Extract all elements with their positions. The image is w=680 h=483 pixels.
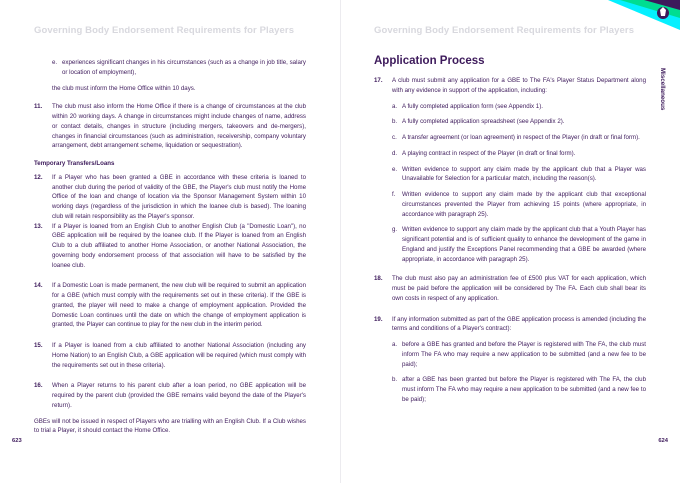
- closing-paragraph: GBEs will not be issued in respect of Players who are trialling with an English Club. If a Club wishes to trial a Player, it should contact the Home Office.: [34, 417, 306, 435]
- paragraph-17-list: [374, 102, 646, 265]
- list-item-text: A fully completed application spreadsheet (see Appendix 2).: [402, 118, 565, 126]
- paragraph-text: The club must also inform the Home Office if there is a change of circumstances at the club within 20 working days. A change in circumstances might include changes of name, address or contact details, changes in structure (including mergers, takeovers and de-mergers), changes in financial circumstances (such as administration, receivership, company voluntary arrangement, debt arrangement scheme, liquidation or sequestration).: [52, 103, 306, 150]
- list-item-text: A transfer agreement (or loan agreement) in respect of the Player (in draft or final form).: [402, 134, 640, 141]
- list-item: [392, 340, 646, 369]
- paragraph-text: The club must also pay an administration fee of £500 plus VAT for each application, which must be paid before the application will be considered by The FA. Each club shall bear its own costs in respect of any application.: [392, 275, 646, 302]
- paragraph-text: If a Domestic Loan is made permanent, the new club will be required to submit an application for a GBE (which must comply with the requirements set out in these criteria). If the GBE is granted, the player will need to make a change of employment application. Provided the Domestic Loan continues until the date on which the change of employment application is granted, the Player can continue to play for the new club in the interim period.: [52, 282, 306, 329]
- list-item: [392, 375, 646, 404]
- list-item: [392, 133, 646, 143]
- list-item-text: Written evidence to support any claim made by the applicant club that a Player was Unavailable for Selection for a particular match, including the reason(s).: [402, 165, 646, 183]
- page-number-left: 623: [12, 438, 22, 444]
- paragraph-text: If any information submitted as part of the GBE application process is amended (including the terms and conditions of a Player's contract):: [392, 315, 646, 333]
- paragraph-text: If a Player who has been granted a GBE in accordance with these criteria is loaned to another club during the period of validity of the GBE, the Player's club must notify the Home Office of the loan and change of location via the Sponsor Management System within 10 working days (regardless of the jurisdiction in which the loanee club is based). The loaning club will retain responsibility as the Player's sponsor.: [52, 173, 306, 220]
- list-item: [392, 165, 646, 185]
- list-item: [392, 102, 646, 112]
- left-page-content: [34, 58, 306, 442]
- list-item-letter: g.: [392, 226, 398, 234]
- list-item-letter: f.: [392, 191, 396, 198]
- list-item: [392, 190, 646, 219]
- list-item-letter: b.: [392, 376, 398, 384]
- left-running-head: Governing Body Endorsement Requirements for Players: [34, 25, 295, 36]
- list-item-letter: e.: [52, 59, 58, 66]
- list-item-text: A playing contract in respect of the Player (in draft or final form).: [402, 149, 576, 157]
- paragraph-14: [34, 281, 306, 330]
- paragraph-number: 15.: [34, 342, 43, 349]
- section-heading-loans: Temporary Transfers/Loans: [34, 160, 115, 167]
- list-item-text: Written evidence to support any claim made by the applicant club that a Youth Player has significant potential and is of sufficient quality to enhance the development of the game in England and justify the Exceptions Panel recommending that a GBE be awarded (where appropriate, in accordance with paragraph 25).: [402, 226, 646, 263]
- paragraph-12: [34, 173, 306, 222]
- paragraph-number: 14.: [34, 282, 43, 290]
- paragraph-19: [374, 315, 646, 335]
- list-item-text: experiences significant changes in his circumstances (such as a change in job title, salary or location of employment),: [62, 59, 306, 76]
- list-item-text: before a GBE has granted and before the Player is registered with The FA, the club must inform The FA who may require a new application to be submitted (and a new fee to be paid);: [402, 341, 646, 368]
- paragraph-19-list: [374, 340, 646, 405]
- paragraph-text: When a Player returns to his parent club after a loan period, no GBE application will be required by the parent club (provided the GBE remains valid beyond the date of the Player's return).: [52, 382, 306, 409]
- paragraph-15: [34, 341, 306, 370]
- right-page: [340, 0, 680, 483]
- list-item-letter: b.: [392, 118, 398, 126]
- continuation-text-body: the club must inform the Home Office within 10 days.: [52, 84, 196, 92]
- list-item-text: Written evidence to support any claim made by the applicant club that exceptional circumstances prevented the Player from achieving 15 points (where appropriate, in accordance with paragraph 25).: [402, 191, 646, 218]
- paragraph-13: [34, 222, 306, 271]
- right-running-head: Governing Body Endorsement Requirements for Players: [374, 25, 635, 36]
- paragraph-18: [374, 274, 646, 303]
- paragraph-text: A club must submit any application for a GBE to The FA's Player Status Department along with any evidence in support of the application, including:: [392, 77, 646, 94]
- side-tab-miscellaneous: [655, 68, 669, 138]
- paragraph-number: 12.: [34, 173, 43, 181]
- right-page-content: [374, 76, 646, 411]
- list-item-letter: c.: [392, 134, 397, 141]
- side-tab-label: Miscellaneous: [659, 68, 666, 111]
- list-item: [392, 149, 646, 159]
- paragraph-number: 11.: [34, 103, 43, 111]
- list-item-letter: e.: [392, 165, 398, 173]
- list-item-letter: a.: [392, 341, 398, 348]
- paragraph-text: If a Player is loaned from a club affiliated to another National Association (including any Home Nation) to an English Club, a GBE application will be required (which must comply with the requirements set out in these criteria).: [52, 342, 306, 369]
- paragraph-number: 13.: [34, 222, 43, 230]
- paragraph-number: 17.: [374, 77, 383, 84]
- paragraph-number: 18.: [374, 275, 383, 283]
- paragraph-11: [34, 102, 306, 151]
- paragraph-17: [374, 76, 646, 96]
- paragraph-16: [34, 381, 306, 410]
- list-item-text: after a GBE has been granted but before the Player is registered with The FA, the club must inform The FA who may require a new application to be submitted (and a new fee to be paid);: [402, 376, 646, 403]
- list-item-letter: a.: [392, 102, 398, 110]
- continuation-text: [34, 84, 306, 94]
- section-title: Application Process: [374, 55, 485, 67]
- lion-crest-icon: [657, 7, 669, 19]
- list-item-letter: d.: [392, 149, 398, 157]
- list-item: [392, 117, 646, 127]
- paragraph-number: 16.: [34, 382, 43, 390]
- list-item-text: A fully completed application form (see Appendix 1).: [402, 102, 543, 110]
- page-number-right: 624: [658, 438, 668, 444]
- list-item: [52, 58, 306, 78]
- paragraph-text: If a Player is loaned from an English Club to another English Club (a "Domestic Loan"), no GBE application will be required by the loanee club. If the Player is loaned from an English Club to a club affiliated to another Home Association, or another National Association, the governing body endorsement process of that association will have to be satisfied by the loanee club.: [52, 222, 306, 269]
- paragraph-number: 19.: [374, 315, 383, 323]
- list-item: [392, 225, 646, 264]
- corner-logo-decoration: [600, 0, 680, 34]
